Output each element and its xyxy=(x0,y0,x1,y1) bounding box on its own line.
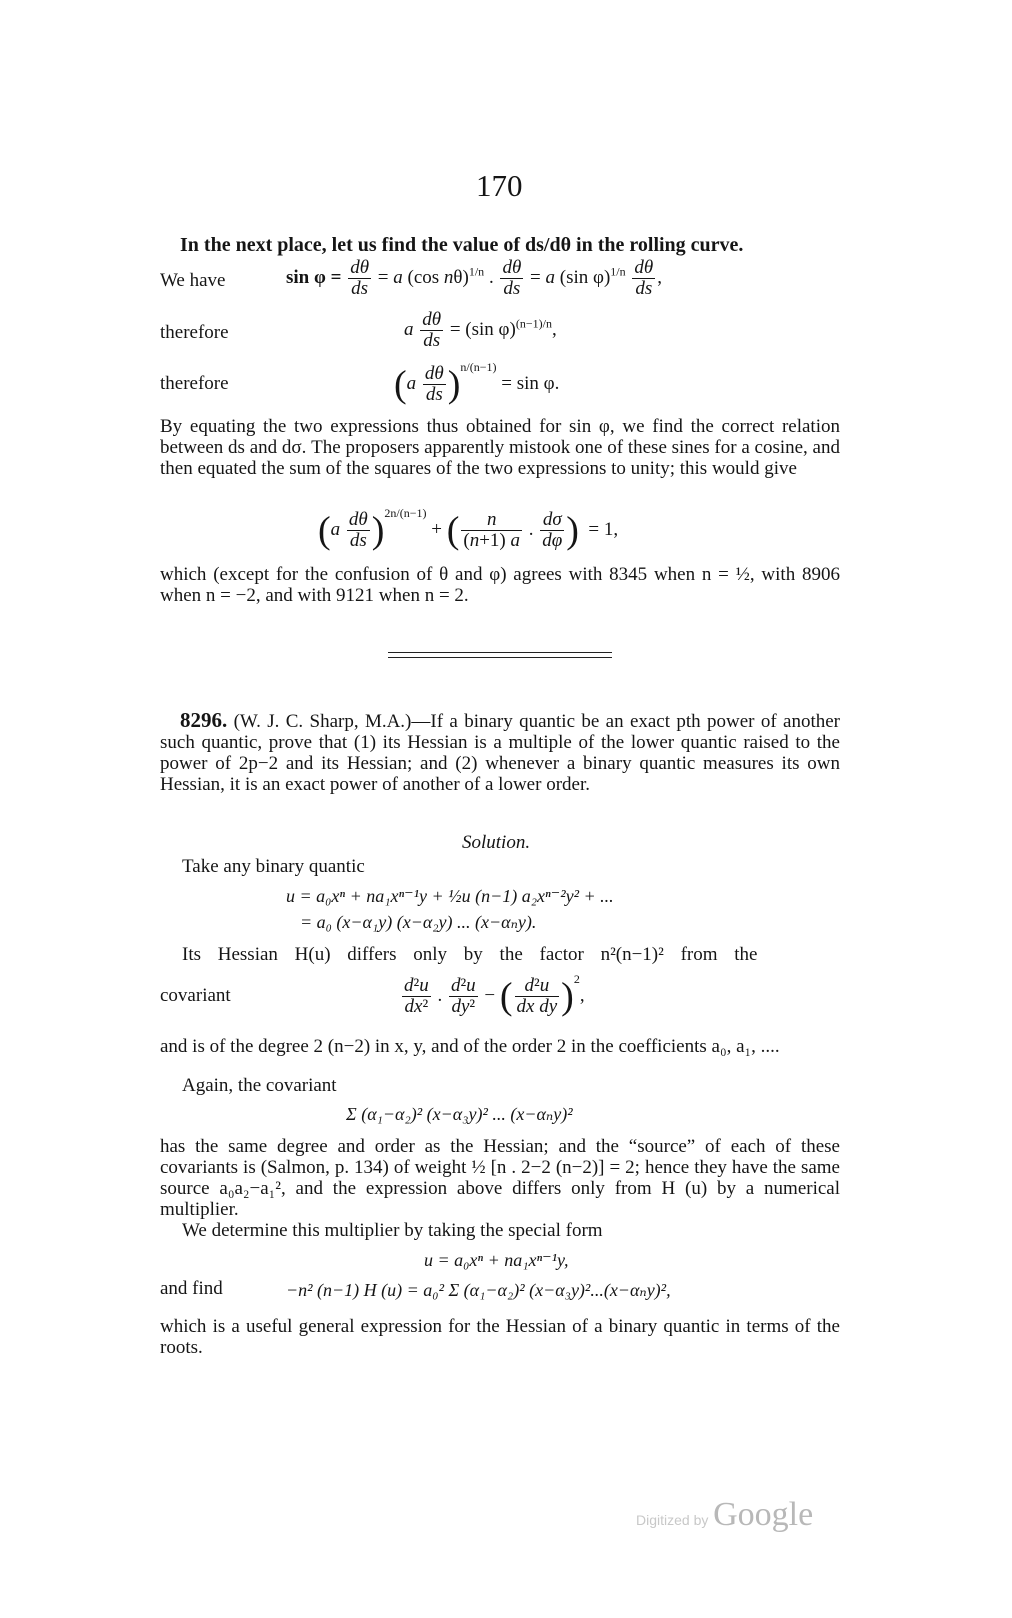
equation-u-expansion: u = a₀xⁿ + na₁xⁿ⁻¹y + ½u (n−1) a₂xⁿ⁻²y² + ... xyxy=(286,886,614,906)
therefore-label-1: therefore xyxy=(160,322,229,343)
therefore-label-2: therefore xyxy=(160,373,229,394)
paragraph-equating: By equating the two expressions thus obtained for sin φ, we find the correct relation between ds and dσ. The proposers apparently mistook one of these sines for a cosine, and then equated the sum of the squares of the two expressions to unity; this would give xyxy=(160,416,840,479)
equation-3: (a $\frac{d\theta}{ds}$ )$^{n/(n-1)}$ = sin φ. xyxy=(394,360,560,406)
google-logo: Google xyxy=(713,1496,814,1533)
equation-special-form: u = a₀xⁿ + na₁xⁿ⁻¹y, xyxy=(424,1250,569,1270)
intro-line: In the next place, let us find the value of ds/dθ in the rolling curve. xyxy=(180,234,744,256)
determine-multiplier: We determine this multiplier by taking the special form xyxy=(182,1220,603,1241)
google-digitized-watermark xyxy=(636,1496,813,1534)
again-covariant: Again, the covariant xyxy=(182,1075,337,1096)
section-divider-bottom xyxy=(388,657,612,658)
watermark-prefix: Digitized by xyxy=(636,1512,709,1528)
section-divider-top xyxy=(388,652,612,653)
problem-text: —If a binary quantic be an exact pth power of another such quantic, prove that (1) its Hessian is a multiple of the lower quantic raised to the power of 2p−2 and its Hessian; and (2) whenever a binary quantic measures its own Hessian, it is an exact power of another of a lower order. xyxy=(160,711,840,795)
hessian-line: Its Hessian H(u) differs only by the factor n²(n−1)² from the xyxy=(182,944,758,965)
equation-final: −n² (n−1) H (u) = a₀² Σ (α₁−α₂)² (x−α₃y)²...(x−αₙy)², xyxy=(286,1280,671,1300)
covariant-label: covariant xyxy=(160,985,231,1006)
paragraph-agrees: which (except for the confusion of θ and φ) agrees with 8345 when n = ½, with 8906 when n = −2, and with 9121 when n = 2. xyxy=(160,564,840,606)
degree-paragraph: and is of the degree 2 (n−2) in x, y, and of the order 2 in the coefficients a₀, a₁, .... xyxy=(160,1036,780,1057)
source-paragraph: has the same degree and order as the Hessian; and the “source” of each of these covariants is (Salmon, p. 134) of weight ½ [n . 2−2 (n−2)] = 2; hence they have the same source a₀a₂−a₁², and the expression above differs only from H (u) by a numerical multiplier. xyxy=(160,1136,840,1220)
conclusion-paragraph: which is a useful general expression for the Hessian of a binary quantic in terms of the roots. xyxy=(160,1316,840,1358)
problem-statement xyxy=(160,710,840,795)
and-find-label: and find xyxy=(160,1278,223,1299)
equation-u-factored: = a₀ (x−α₁y) (x−α₂y) ... (x−αₙy). xyxy=(300,912,537,932)
covariant-equation: $\frac{\text{d²u}}{\text{dx²}}$ . $\frac{\text{d²u}}{\text{dy²}}$ − ( $\frac{\text{d²u}}{\text{dx dy}}$ )$^2$, xyxy=(404,972,585,1018)
solution-heading: Solution. xyxy=(462,832,531,853)
sigma-equation: Σ (α₁−α₂)² (x−α₃y)² ... (x−αₙy)² xyxy=(346,1104,573,1124)
equation-2: a $\frac{d\theta}{ds}$ = (sin φ)$^{(n-1)/n}$, xyxy=(404,309,557,351)
we-have-label: We have xyxy=(160,270,226,291)
problem-number: 8296. xyxy=(180,708,228,732)
take-binary-quantic: Take any binary quantic xyxy=(182,856,365,877)
equation-4: (a $\frac{d\theta}{ds}$ )$^{2n/(n-1)}$ + ( $\frac{n}{(n+1) a}$ . $\frac{d\sigma}{d\varphi}$ ) = 1, xyxy=(318,506,619,552)
page-number: 170 xyxy=(476,168,523,203)
problem-author: (W. J. C. Sharp, M.A.) xyxy=(233,711,412,732)
equation-1: sin φ = $\frac{d\theta}{ds}$ = a (cos nθ)$^{1/n}$ . $\frac{d\theta}{ds}$ = a (sin φ)$^{1/n}$ $\frac{d\theta}{ds}$ , xyxy=(286,257,662,299)
